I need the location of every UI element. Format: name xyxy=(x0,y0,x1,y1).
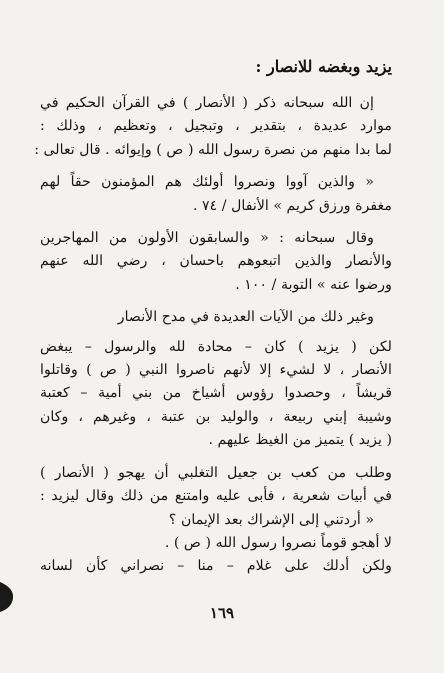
text-line: ( يزيد ) يتميز من الغيظ عليهم . xyxy=(208,432,392,449)
text-line: ولكن أدلك على غلام – منا – نصراني كأن لسانه xyxy=(40,558,392,575)
page-number: ١٦٩ xyxy=(209,604,235,622)
text-line: مغفرة ورزق كريم » الأنفال / ٧٤ . xyxy=(192,197,392,214)
text-line: قريشاً ، وحصدوا رؤوس أشياخ من بني أمية – كعتبة xyxy=(40,385,392,402)
section-heading: يزيد وبغضه للانصار : xyxy=(255,57,392,76)
text-line: في أبيات شعرية ، فأبى عليه وامتنع من ذلك وقال ليزيد : xyxy=(40,488,392,505)
text-line: والأنصار والذين اتبعوهم باحسان ، رضي الله عنهم xyxy=(40,253,392,270)
text-line: « أردتني إلى الإشراك بعد الإيمان ؟ xyxy=(168,511,374,528)
text-line: « والذين آووا ونصروا أولئك هم المؤمنون حقاً لهم xyxy=(40,174,374,191)
paragraph-yazid-hatred xyxy=(40,336,392,453)
text-line: الأنصار ، لا لشيء إلا لأنهم ناصروا النبي ( ص ) وقاتلوا xyxy=(40,362,392,379)
text-line: لما بدا منهم من نصرة رسول الله ( ص ) وإيوائه . قال تعالى : xyxy=(34,141,392,158)
text-line: وشيبة إبني ربيعة ، والوليد بن عتبة ، وغيرهم ، وكان xyxy=(40,408,392,425)
paragraph-quote-anfal xyxy=(40,171,392,218)
paragraph-ansar-in-quran xyxy=(34,92,392,162)
text-line: لكن ( يزيد ) كان – محادة لله والرسول – يبغض xyxy=(40,338,392,355)
page-body xyxy=(34,92,392,588)
text-line: لا أهجو قوماً نصروا رسول الله ( ص ) . xyxy=(164,534,392,551)
text-line: ورضوا عنه » التوبة / ١٠٠ . xyxy=(235,276,392,293)
text-line: وطلب من كعب بن جعيل التغلبي أن يهجو ( الأنصار ) xyxy=(40,464,392,481)
paragraph-other-verses xyxy=(40,306,392,329)
paragraph-kaab-request xyxy=(40,462,392,579)
text-line: موارد عديدة ، بتقدير ، وتبجيل ، وتعظيم ، وذلك : xyxy=(40,118,392,135)
text-line: وقال سبحانه : « والسابقون الأولون من المهاجرين xyxy=(40,230,374,247)
text-line: وغير ذلك من الآيات العديدة في مدح الأنصار xyxy=(117,309,374,326)
paragraph-quote-tawba xyxy=(40,227,392,297)
text-line: إن الله سبحانه ذكر ( الأنصار ) في القرآن الحكيم في xyxy=(40,95,374,111)
scan-edge-shadow xyxy=(0,578,16,614)
